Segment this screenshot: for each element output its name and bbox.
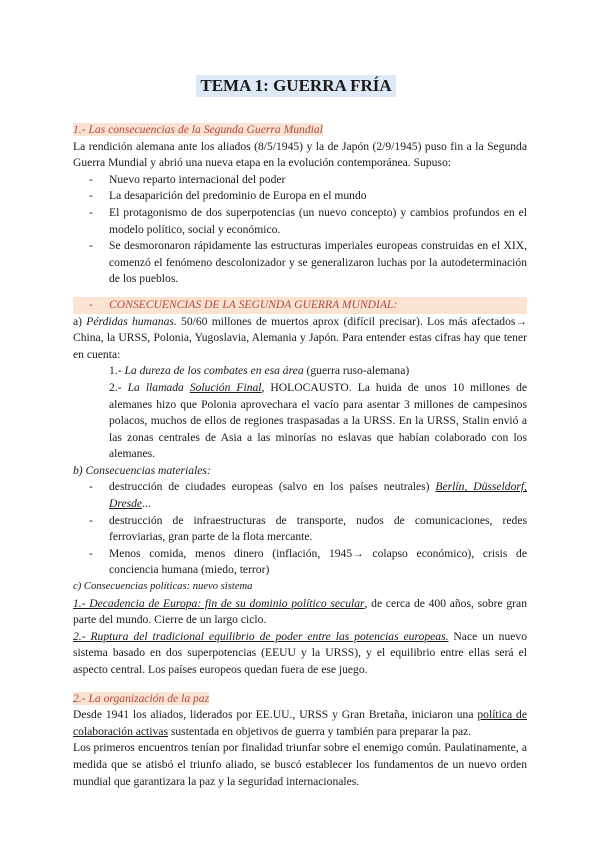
political-consequences-label: c) Consecuencias políticas: nuevo sistema (73, 581, 253, 593)
document-body (73, 122, 527, 790)
consequences-heading: - CONSECUENCIAS DE LA SEGUNDA GUERRA MUNDIAL: (73, 297, 527, 314)
consequences-heading-list (73, 297, 527, 314)
political-point-1: 1.- Decadencia de Europa: fin de su dominio político secular, de cerca de 400 años, sobre gran parte del mundo. Cierre de un largo ciclo. (73, 596, 527, 627)
human-losses-point-1: 1.- La dureza de los combates en esa área (guerra ruso-alemana) (109, 364, 410, 378)
list-item: - Nuevo reparto internacional del poder (73, 172, 527, 189)
political-point-2: 2.- Ruptura del tradicional equilibrio de poder entre las potencias europeas. Nace un nuevo sistema basado en dos superpotencias (EEUU y la URSS), y el equilibrio entre ellas será el aspecto central. Los países europeos quedan fuera de ese juego. (73, 629, 527, 676)
list-item: - Menos comida, menos dinero (inflación, 1945→ colapso económico), crisis de conciencia humana (miedo, terror) (73, 546, 527, 579)
list-item: - Se desmoronaron rápidamente las estructuras imperiales europeas construidas en el XIX, comenzó el fenómeno descolonizador y se generalizaron luchas por la autodeterminación de los pueblos. (73, 238, 527, 288)
human-losses-paragraph: a) Pérdidas humanas. 50/60 millones de muertos aprox (difícil precisar). Los más afectados→ China, la URSS, Polonia, Yugoslavia, Alemania y Japón. Para entender estas cifras hay que tener en cuenta: (73, 314, 527, 361)
section-1-list (73, 172, 527, 288)
section-1-heading: 1.- Las consecuencias de la Segunda Guerra Mundial (73, 123, 323, 136)
list-item: - La desaparición del predominio de Europa en el mundo (73, 188, 527, 205)
list-item: - destrucción de ciudades europeas (salvo en los países neutrales) Berlín, Düsseldorf, Dresde... (73, 479, 527, 512)
section-2-paragraph-1: Desde 1941 los aliados, liderados por EE.UU., URSS y Gran Bretaña, iniciaron una política de colaboración activas sustentada en objetivos de guerra y también para preparar la paz. (73, 708, 527, 738)
section-2-paragraph-2: Los primeros encuentros tenían por finalidad triunfar sobre el enemigo común. Paulatinamente, a medida que se atisbó el triunfo aliado, se buscó establecer los fundamentos de un nuevo orden mundial que garantizara la paz y la seguridad internacionales. (73, 741, 527, 788)
material-consequences-label: b) Consecuencias materiales: (73, 463, 211, 477)
page-title: TEMA 1: GUERRA FRÍA (196, 75, 396, 97)
section-2-heading: 2.- La organización de la paz (73, 691, 210, 705)
section-1-intro: La rendición alemana ante los aliados (8/5/1945) y la de Japón (2/9/1945) puso fin a la Segunda Guerra Mundial y abrió una nueva etapa en la evolución contemporánea. Supuso: (73, 139, 527, 170)
list-item: - destrucción de infraestructuras de transporte, nudos de comunicaciones, redes ferroviarias, gran parte de la flota mercante. (73, 513, 527, 546)
human-losses-point-2: 2.- La llamada Solución Final, HOLOCAUSTO. La huida de unos 10 millones de alemanes hizo que Polonia aprovechara el vacío para asentar 3 millones de campesinos polacos, muchos de ellos de regiones traspasadas a la URSS. En la URSS, Stalin envió a las zonas centrales de Asia a las minorías no eslavas que habían colaborado con los alemanes. (109, 380, 528, 461)
material-consequences-list (73, 479, 527, 579)
list-item: - El protagonismo de dos superpotencias (un nuevo concepto) y cambios profundos en el modelo político, social y económico. (73, 205, 527, 238)
